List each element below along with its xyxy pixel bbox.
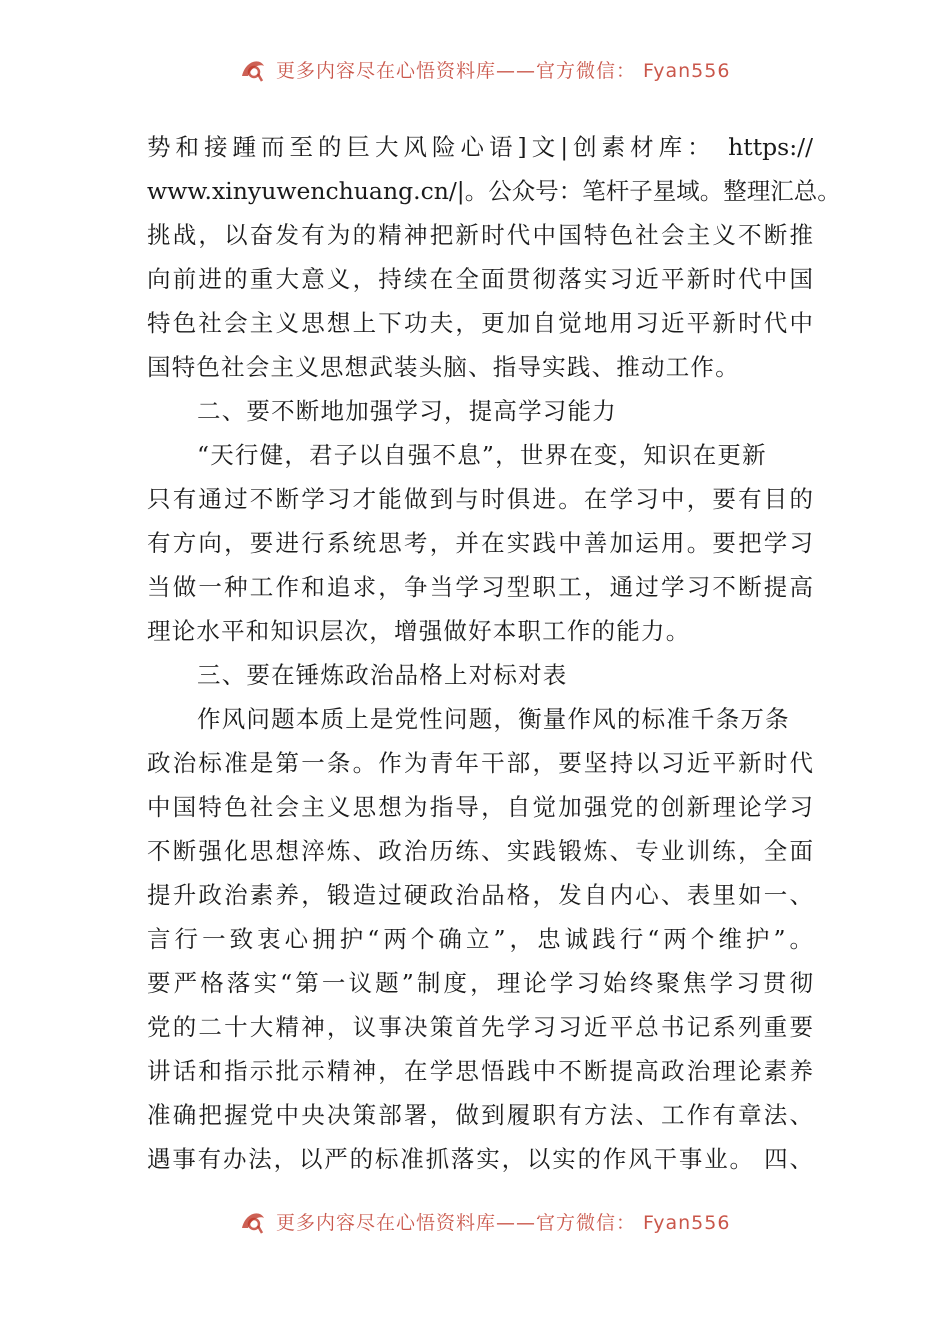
section-heading: 二、要不断地加强学习，提高学习能力 bbox=[197, 397, 617, 425]
header-watermark bbox=[0, 54, 950, 84]
document-body bbox=[147, 125, 841, 1181]
footer-watermark bbox=[0, 1206, 950, 1236]
text-line: 国特色社会主义思想武装头脑、指导实践、推动工作。 bbox=[147, 353, 740, 381]
text-line: 特色社会主义思想上下功夫，更加自觉地用习近平新时代中 bbox=[147, 309, 813, 337]
text-line: 讲话和指示批示精神，在学思悟践中不断提高政治理论素养 bbox=[147, 1057, 813, 1085]
text-line: 当做一种工作和追求，争当学习型职工，通过学习不断提高 bbox=[147, 573, 813, 601]
text-line: 政治标准是第一条。作为青年干部，要坚持以习近平新时代 bbox=[147, 749, 813, 777]
text-line: 不断强化思想淬炼、政治历练、实践锻炼、专业训练，全面 bbox=[147, 837, 813, 865]
text-line: 言行一致衷心拥护“两个确立”，忠诚践行“两个维护”。 bbox=[147, 925, 813, 953]
watermark-text: 更多内容尽在心悟资料库——官方微信： Fyan556 bbox=[276, 59, 731, 82]
text-line: 准确把握党中央决策部署，做到履职有方法、工作有章法、 bbox=[147, 1101, 813, 1129]
text-line: 提升政治素养，锻造过硬政治品格，发自内心、表里如一、 bbox=[147, 881, 813, 909]
watermark-text: 更多内容尽在心悟资料库——官方微信： Fyan556 bbox=[276, 1211, 731, 1234]
brand-logo-icon bbox=[236, 54, 270, 84]
text-line: 挑战，以奋发有为的精神把新时代中国特色社会主义不断推 bbox=[147, 221, 813, 249]
section-heading: 三、要在锤炼政治品格上对标对表 bbox=[197, 661, 568, 689]
text-line: “天行健，君子以自强不息”，世界在变，知识在更新 bbox=[197, 441, 767, 469]
text-line: 作风问题本质上是党性问题，衡量作风的标准千条万条 bbox=[197, 705, 790, 733]
brand-logo-icon bbox=[236, 1206, 270, 1236]
text-line: 党的二十大精神，议事决策首先学习习近平总书记系列重要 bbox=[147, 1013, 813, 1041]
text-line: 势和接踵而至的巨大风险心语]文|创素材库： https:// bbox=[147, 133, 813, 161]
text-line: www.xinyuwenchuang.cn/|。公众号：笔杆子星域。整理汇总。 bbox=[147, 177, 841, 205]
text-line: 只有通过不断学习才能做到与时俱进。在学习中，要有目的 bbox=[147, 485, 813, 513]
text-line: 中国特色社会主义思想为指导，自觉加强党的创新理论学习 bbox=[147, 793, 813, 821]
text-line: 有方向，要进行系统思考，并在实践中善加运用。要把学习 bbox=[147, 529, 813, 557]
text-line: 向前进的重大意义，持续在全面贯彻落实习近平新时代中国 bbox=[147, 265, 813, 293]
text-line: 理论水平和知识层次，增强做好本职工作的能力。 bbox=[147, 617, 691, 645]
text-line: 要严格落实“第一议题”制度，理论学习始终聚焦学习贯彻 bbox=[147, 969, 813, 997]
text-line: 遇事有办法，以严的标准抓落实，以实的作风干事业。 四、 bbox=[147, 1145, 813, 1173]
